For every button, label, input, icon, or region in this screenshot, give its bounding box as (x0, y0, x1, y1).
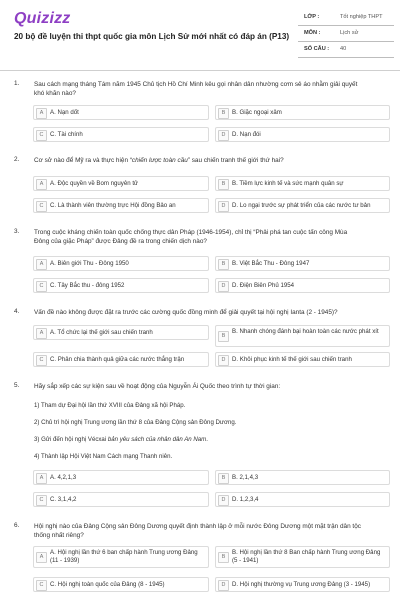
option-letter-box: A (36, 473, 47, 484)
option-a[interactable] (33, 256, 209, 271)
option-letter-box: D (218, 281, 229, 292)
option-letter-box: C (36, 580, 47, 591)
option-b[interactable] (215, 105, 390, 120)
option-d[interactable] (215, 198, 390, 213)
meta-row-question-count (298, 44, 394, 58)
event-item-text: 3) Gửi đến hội nghị Vécxai (34, 436, 108, 443)
option-text: B. Giặc ngoại xâm (232, 109, 282, 116)
option-text: C. Hội nghị toàn quốc của Đảng (8 - 1945) (50, 581, 165, 588)
event-item-3 (34, 436, 208, 443)
question-text (34, 382, 384, 391)
event-item-text: . (206, 436, 208, 443)
option-a[interactable] (33, 546, 209, 568)
worksheet-meta (298, 12, 394, 60)
option-c[interactable] (33, 492, 209, 507)
option-text: B. Việt Bắc Thu - Đông 1947 (232, 260, 310, 267)
question-number: 6. (14, 522, 20, 529)
option-text: B. 2,1,4,3 (232, 474, 259, 481)
meta-label: LỚP : (304, 14, 320, 20)
meta-label: SỐ CÂU : (304, 46, 330, 52)
option-letter-box: A (36, 108, 47, 119)
question-text-part: Cơ sở nào để Mỹ ra và thực hiện “ (34, 157, 132, 164)
option-b[interactable] (215, 325, 390, 347)
option-d[interactable] (215, 492, 390, 507)
meta-value: Lịch sử (340, 30, 359, 36)
worksheet-title: 20 bộ đề luyện thi thpt quốc gia môn Lịch Sử mới nhất có đáp án (P13) (14, 32, 290, 41)
option-letter-box: C (36, 281, 47, 292)
option-text: B. Hội nghị lần thứ 8 Ban chấp hành Trung ương Đảng (5 - 1941) (232, 549, 381, 564)
question-number: 3. (14, 228, 20, 235)
question-text-line: khó khăn nào? (34, 90, 76, 98)
option-a[interactable] (33, 176, 209, 191)
option-text: D. Lo ngại trước sự phát triển của các nước tư bản (232, 202, 371, 209)
option-text: C. Phân chia thành quả giữa các nước thắng trận (50, 356, 185, 363)
question-text (34, 228, 384, 247)
option-text: B. Tiềm lực kinh tế và sức mạnh quân sự (232, 180, 344, 187)
option-letter-box: A (36, 552, 47, 563)
option-letter-box: C (36, 495, 47, 506)
option-text: C. 3,1,4,2 (50, 496, 77, 503)
option-letter-box: B (218, 259, 229, 270)
meta-row-subject (298, 28, 394, 42)
meta-label: MÔN : (304, 30, 321, 36)
option-text: A. Nạn dốt (50, 109, 79, 116)
event-item-2: 2) Chủ trì hội nghị Trung ương lần thứ 8 của Đảng Cộng sản Đông Dương. (34, 419, 237, 426)
option-c[interactable] (33, 577, 209, 592)
option-text: A. 4,2,1,3 (50, 474, 77, 481)
option-d[interactable] (215, 127, 390, 142)
question-text-line: Trong cuộc kháng chiến toàn quốc chống thực dân Pháp (1946-1954), chỉ thị “Phải phá tan cuộc tấn công Mùa (34, 229, 348, 236)
option-a[interactable] (33, 325, 209, 340)
worksheet-header (0, 0, 400, 70)
meta-value: 40 (340, 46, 347, 52)
option-text: D. Nạn đói (232, 131, 261, 138)
option-letter-box: C (36, 130, 47, 141)
event-item-italic: bản yêu sách của nhân dân An Nam (107, 436, 207, 443)
option-letter-box: B (218, 473, 229, 484)
header-divider (0, 70, 400, 71)
option-letter-box: D (218, 580, 229, 591)
question-text-line: thống nhất riêng? (34, 532, 84, 540)
question-text-line: Hãy sắp xếp các sự kiện sau về hoạt động của Nguyễn Ái Quốc theo trình tự thời gian: (34, 383, 281, 390)
option-text: D. Hội nghị thường vụ Trung ương Đảng (3 - 1945) (232, 581, 371, 588)
option-a[interactable] (33, 470, 209, 485)
question-text (34, 156, 384, 165)
option-text: A. Hội nghị lần thứ 6 ban chấp hành Trung ương Đảng (11 - 1939) (50, 549, 198, 564)
option-a[interactable] (33, 105, 209, 120)
option-letter-box: D (218, 495, 229, 506)
option-text: C. Tài chính (50, 131, 83, 138)
question-number: 5. (14, 382, 20, 389)
option-d[interactable] (215, 352, 390, 367)
question-text-line: Đông của giặc Pháp” được Đảng đề ra trong chiến dịch nào? (34, 238, 207, 246)
question-text (34, 80, 384, 99)
option-letter-box: C (36, 355, 47, 366)
question-number: 2. (14, 156, 20, 163)
option-c[interactable] (33, 198, 209, 213)
meta-value: Tốt nghiệp THPT (340, 14, 383, 20)
option-text: A. Tổ chức lại thế giới sau chiến tranh (50, 329, 153, 336)
question-text-line: Sau cách mạng tháng Tám năm 1945 Chủ tịch Hồ Chí Minh kêu gọi nhân dân nhường cơm sẻ áo nhằm giải quyết (34, 81, 358, 88)
question-text (34, 522, 384, 541)
option-b[interactable] (215, 470, 390, 485)
option-letter-box: B (218, 331, 229, 342)
option-letter-box: D (218, 130, 229, 141)
option-d[interactable] (215, 577, 390, 592)
option-letter-box: C (36, 201, 47, 212)
option-letter-box: D (218, 201, 229, 212)
question-text-italic: chiến lược toàn cầu (131, 157, 188, 164)
option-d[interactable] (215, 278, 390, 293)
option-text: D. 1,2,3,4 (232, 496, 259, 503)
option-letter-box: B (218, 108, 229, 119)
question-number: 4. (14, 308, 20, 315)
option-letter-box: D (218, 355, 229, 366)
event-item-1: 1) Tham dự Đại hội lần thứ XVIII của Đảng xã hội Pháp. (34, 402, 186, 409)
question-text-part: ” sau chiến tranh thế giới thứ hai? (187, 157, 284, 164)
option-text: A. Độc quyền về Bom nguyên tử (50, 180, 139, 187)
question-text (34, 308, 384, 317)
option-letter-box: B (218, 179, 229, 190)
option-text: C. Tây Bắc thu - đông 1952 (50, 282, 125, 289)
question-number: 1. (14, 80, 20, 87)
option-c[interactable] (33, 127, 209, 142)
option-text: D. Khôi phục kinh tế thế giới sau chiến tranh (232, 356, 352, 363)
option-b[interactable] (215, 176, 390, 191)
question-text-line: Hội nghị nào của Đảng Cộng sản Đông Dương quyết định thành lập ở mỗi nước Đông Dương một mặt trận dân tộc (34, 523, 361, 530)
quizizz-logo: Quizizz (14, 10, 71, 27)
option-letter-box: B (218, 552, 229, 563)
option-c[interactable] (33, 352, 209, 367)
option-b[interactable] (215, 546, 390, 568)
option-text: C. Là thành viên thường trực Hội đồng Bảo an (50, 202, 176, 209)
option-c[interactable] (33, 278, 209, 293)
question-text-line: Vấn đề nào không được đặt ra trước các cường quốc đồng minh để giải quyết tại hội nghị Ianta (2 - 1945)? (34, 309, 338, 316)
option-text: D. Điện Biên Phủ 1954 (232, 282, 294, 289)
option-letter-box: A (36, 179, 47, 190)
option-b[interactable] (215, 256, 390, 271)
option-text: B. Nhanh chóng đánh bại hoàn toàn các nước phát xít (232, 328, 379, 335)
option-text: A. Biên giới Thu - Đông 1950 (50, 260, 129, 267)
option-letter-box: A (36, 259, 47, 270)
event-item-4: 4) Thành lập Hội Việt Nam Cách mạng Thanh niên. (34, 453, 173, 460)
meta-row-class (298, 12, 394, 26)
option-letter-box: A (36, 328, 47, 339)
